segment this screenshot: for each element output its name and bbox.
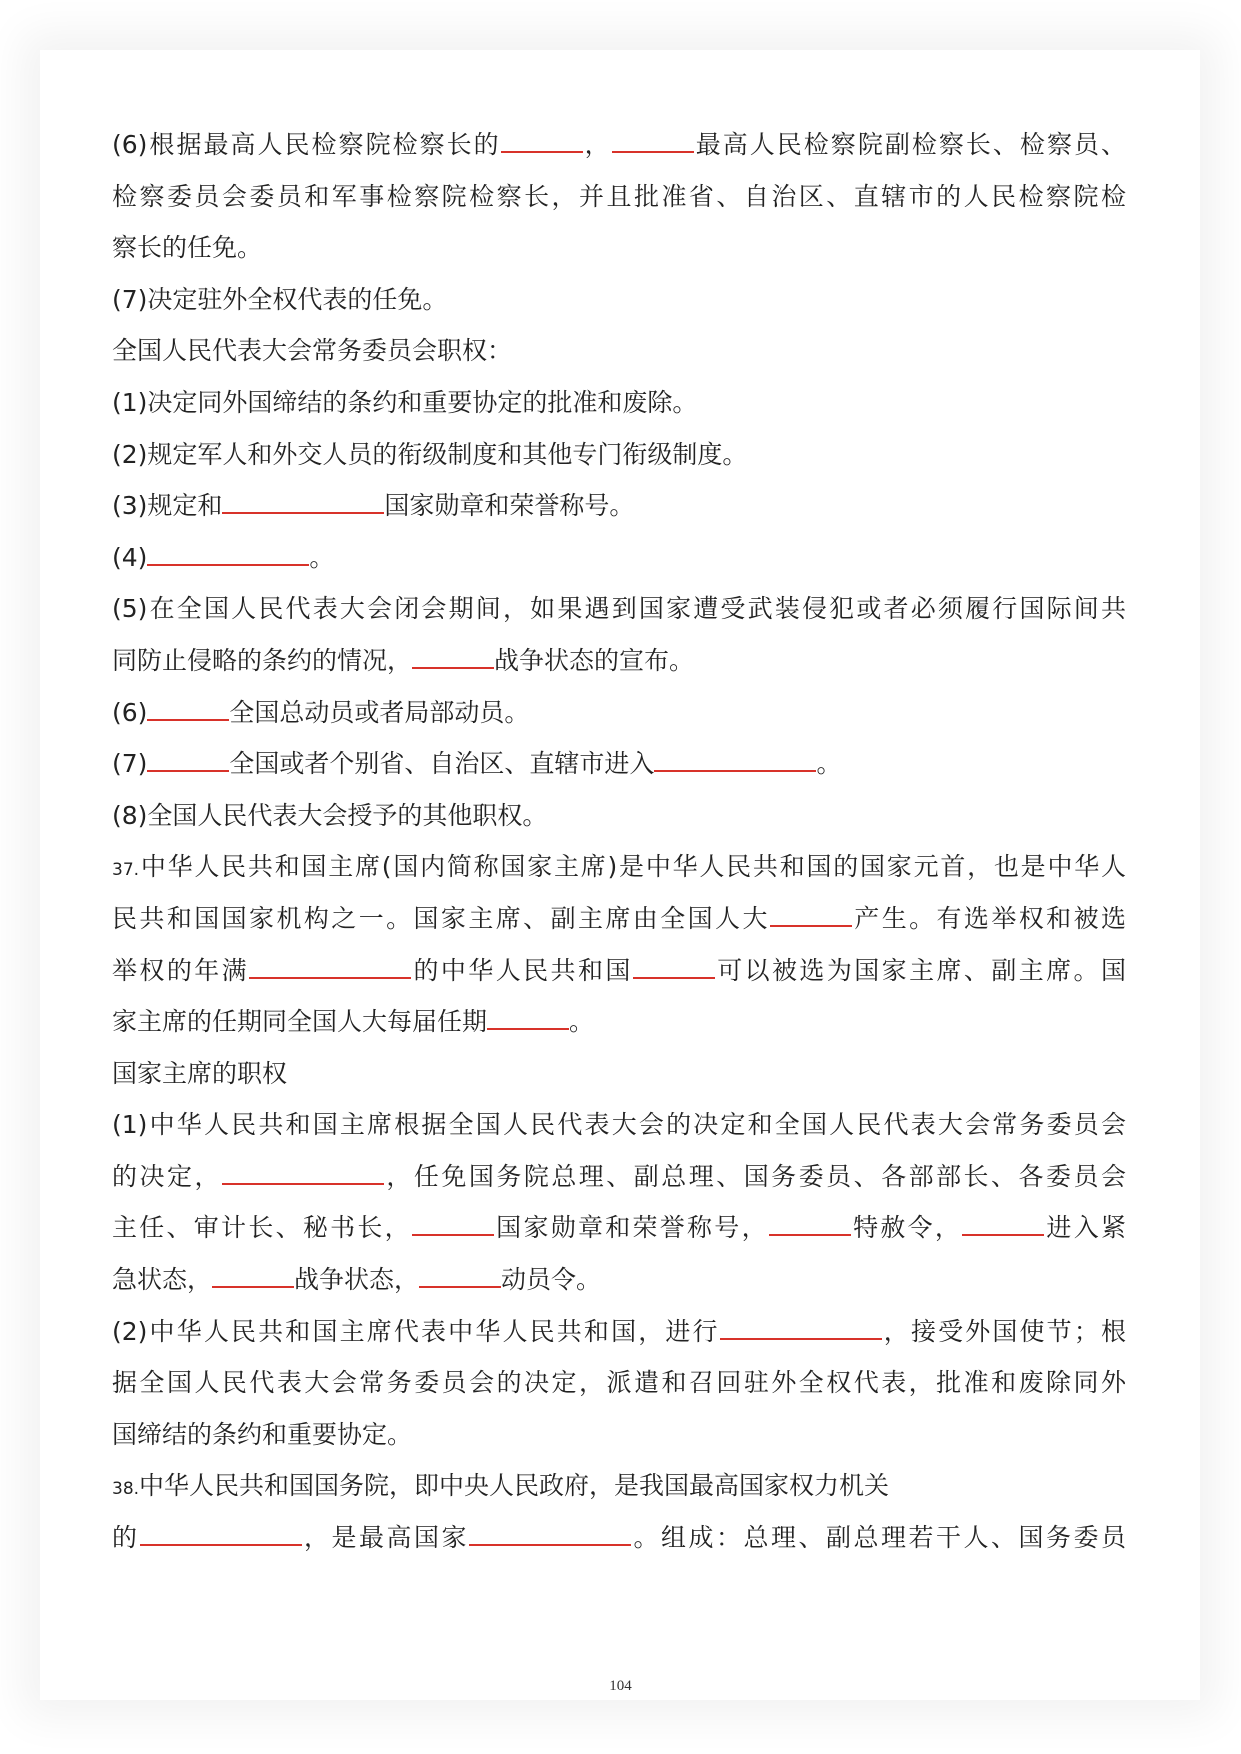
fill-in-blank[interactable] [962, 1210, 1044, 1236]
text-line [112, 1362, 1126, 1414]
fill-in-blank[interactable] [222, 488, 384, 514]
fill-in-blank[interactable] [770, 901, 852, 927]
text-segment: 急状态， [112, 1265, 213, 1295]
text-segment: 特赦令， [850, 1213, 963, 1243]
text-segment: 。 [309, 542, 335, 572]
fill-in-blank[interactable] [147, 746, 229, 772]
text-segment: (5)在全国人民代表大会闭会期间，如果遇到国家遭受武装侵犯或者必须履行国际间共 [112, 594, 1126, 624]
fill-in-blank[interactable] [249, 953, 411, 979]
text-segment: (6)根据最高人民检察院检察长的 [112, 130, 501, 159]
text-line [112, 227, 1126, 279]
question-number: 37. [112, 860, 140, 881]
text-segment: 。组成：总理、副总理若干人、国务委员 [631, 1523, 1126, 1553]
text-segment: 国缔结的条约和重要协定。 [112, 1419, 413, 1449]
text-line [112, 950, 1126, 1002]
fill-in-blank[interactable] [419, 1262, 501, 1288]
text-segment: 。 [569, 1007, 595, 1037]
fill-in-blank[interactable] [720, 1314, 882, 1340]
text-segment: 可以被选为国家主席、副主席。国 [714, 955, 1126, 985]
text-segment: 国家勋章和荣誉称号。 [384, 491, 635, 521]
fill-in-blank[interactable] [212, 1262, 294, 1288]
text-segment: 。 [816, 749, 842, 779]
text-line [112, 485, 1126, 537]
text-segment: 的 [112, 1523, 140, 1553]
text-segment: 检察委员会委员和军事检察院检察长，并且批准省、自治区、直辖市的人民检察院检 [112, 181, 1126, 211]
text-line [112, 330, 1126, 382]
text-line [112, 743, 1126, 795]
text-segment: 国家勋章和荣誉称号， [493, 1213, 769, 1243]
text-line [112, 1156, 1126, 1208]
text-segment: (6) [112, 697, 148, 727]
text-segment: (2)规定军人和外交人员的衔级制度和其他专门衔级制度。 [112, 439, 748, 469]
text-line [112, 382, 1126, 434]
text-segment: 据全国人民代表大会常务委员会的决定，派遣和召回驻外全权代表，批准和废除同外 [112, 1368, 1126, 1398]
text-segment: ，任免国务院总理、副总理、国务委员、各部部长、各委员会 [383, 1161, 1126, 1191]
text-segment: 进入紧 [1044, 1213, 1126, 1243]
text-line [112, 846, 1126, 898]
text-segment: 同防止侵略的条约的情况， [112, 645, 413, 675]
text-line [112, 1207, 1126, 1259]
fill-in-blank[interactable] [654, 746, 816, 772]
text-segment: 战争状态， [294, 1265, 420, 1295]
text-segment: 动员令。 [501, 1265, 602, 1295]
text-line [112, 434, 1126, 486]
text-line [112, 1001, 1126, 1053]
text-line [112, 1465, 1126, 1517]
text-line [112, 537, 1126, 589]
text-segment: 家主席的任期同全国人大每届任期 [112, 1007, 488, 1037]
text-line [112, 795, 1126, 847]
text-segment: 产生。有选举权和被选 [851, 903, 1126, 933]
fill-in-blank[interactable] [487, 1004, 569, 1030]
text-segment: 主任、审计长、秘书长， [112, 1213, 412, 1243]
text-line [112, 588, 1126, 640]
text-segment: 中华人民共和国主席(国内简称国家主席)是中华人民共和国的国家元首，也是中华人 [139, 852, 1126, 882]
text-segment: 察长的任免。 [112, 233, 263, 263]
text-line [112, 1414, 1126, 1466]
text-line [112, 1311, 1126, 1363]
text-segment: (3)规定和 [112, 491, 223, 521]
fill-in-blank[interactable] [222, 1159, 384, 1185]
text-segment: 的中华人民共和国 [411, 955, 633, 985]
fill-in-blank[interactable] [412, 643, 494, 669]
text-segment: (1)中华人民共和国主席根据全国人民代表大会的决定和全国人民代表大会常务委员会 [112, 1110, 1126, 1140]
text-segment: (4) [112, 542, 148, 572]
text-segment: 全国总动员或者局部动员。 [229, 697, 530, 727]
text-line [112, 898, 1126, 950]
fill-in-blank[interactable] [469, 1520, 631, 1546]
text-line [112, 640, 1126, 692]
text-segment: 全国或者个别省、自治区、直辖市进入 [229, 749, 655, 779]
text-line [112, 124, 1126, 176]
text-segment: (7)决定驻外全权代表的任免。 [112, 284, 448, 314]
text-line [112, 1259, 1126, 1311]
text-line [112, 692, 1126, 744]
text-segment: 全国人民代表大会常务委员会职权： [112, 336, 513, 366]
text-line [112, 279, 1126, 331]
text-segment: (2)中华人民共和国主席代表中华人民共和国，进行 [112, 1316, 720, 1346]
text-segment: ，接受外国使节；根 [881, 1316, 1126, 1346]
text-segment: 最高人民检察院副检察长、检察员、 [693, 130, 1126, 159]
text-line [112, 176, 1126, 228]
fill-in-blank[interactable] [769, 1210, 851, 1236]
text-segment: (8)全国人民代表大会授予的其他职权。 [112, 800, 548, 830]
fill-in-blank[interactable] [412, 1210, 494, 1236]
text-segment: 举权的年满 [112, 955, 250, 985]
text-segment: 战争状态的宣布。 [494, 645, 695, 675]
document-body [112, 124, 1126, 1569]
fill-in-blank[interactable] [612, 127, 694, 153]
question-number: 38. [112, 1479, 140, 1500]
fill-in-blank[interactable] [501, 127, 583, 153]
text-segment: 中华人民共和国国务院，即中央人民政府，是我国最高国家权力机关 [139, 1471, 890, 1501]
fill-in-blank[interactable] [147, 695, 229, 721]
fill-in-blank[interactable] [147, 540, 309, 566]
text-segment: (7) [112, 749, 148, 779]
fill-in-blank[interactable] [140, 1520, 302, 1546]
text-line [112, 1517, 1126, 1569]
page-number: 104 [609, 1678, 632, 1694]
text-segment: 民共和国国家机构之一。国家主席、副主席由全国人大 [112, 903, 770, 933]
text-segment: 国家主席的职权 [112, 1058, 288, 1088]
text-line [112, 1104, 1126, 1156]
text-segment: ，是最高国家 [301, 1523, 469, 1553]
fill-in-blank[interactable] [633, 953, 715, 979]
text-segment: ， [582, 130, 612, 159]
text-segment: 的决定， [112, 1161, 222, 1191]
text-segment: (1)决定同外国缔结的条约和重要协定的批准和废除。 [112, 387, 698, 417]
text-line [112, 1053, 1126, 1105]
